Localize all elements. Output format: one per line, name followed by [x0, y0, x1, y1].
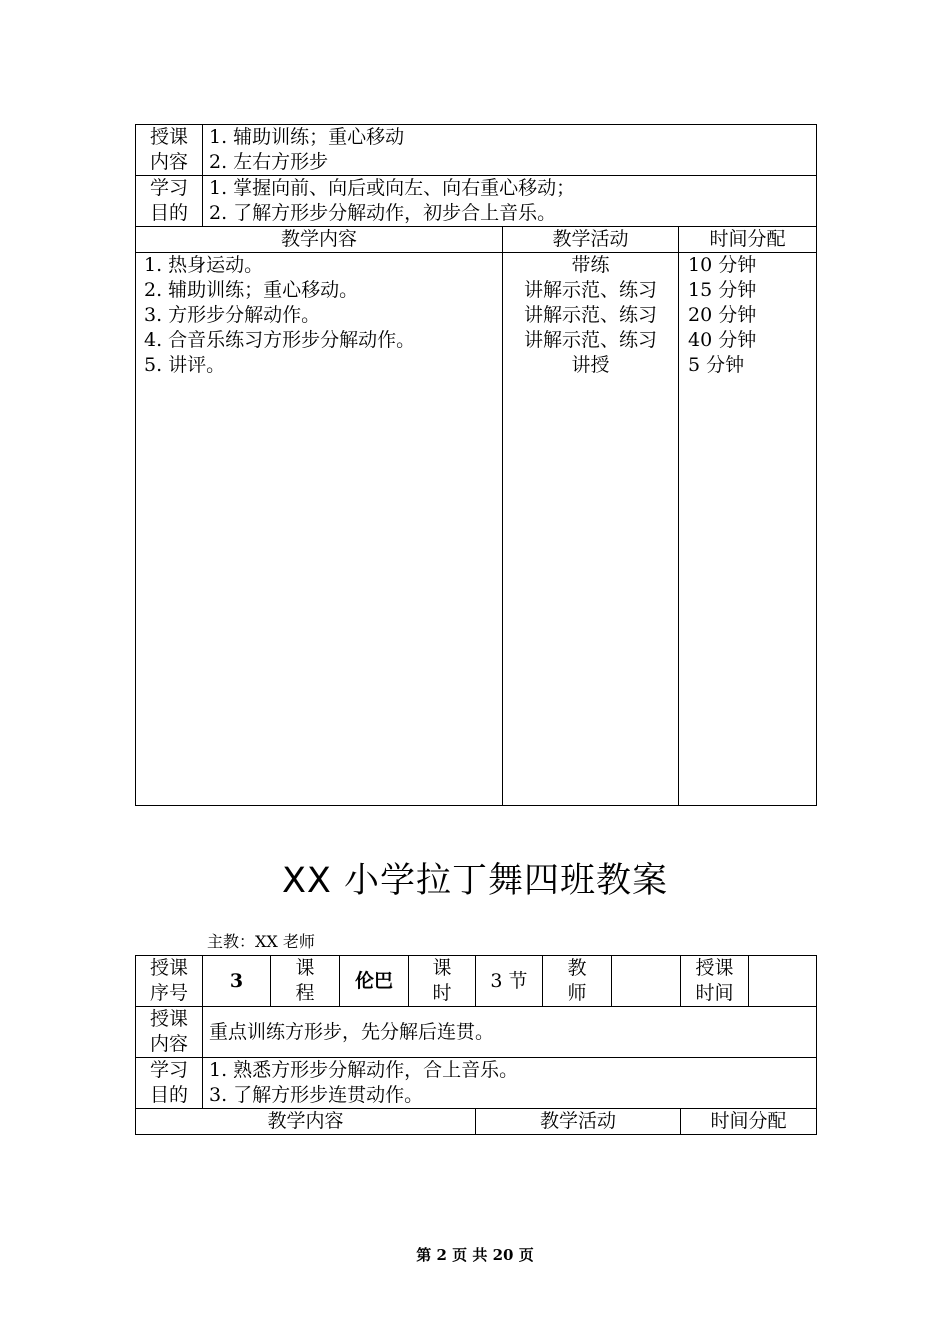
schedule-content: [136, 253, 503, 806]
content-label: 授课 内容: [136, 125, 203, 176]
time-label: 授课 时间: [681, 956, 749, 1007]
info-row: [136, 956, 817, 1007]
goal-row: [136, 1058, 817, 1109]
goal-item: 1. 熟悉方形步分解动作，合上音乐。: [209, 1059, 519, 1081]
lesson-plan-title: XX 小学拉丁舞四班教案: [281, 861, 669, 901]
schedule-row: [136, 253, 817, 806]
header-content: 教学内容: [136, 227, 503, 253]
lesson-plan-table-2: [135, 955, 817, 1135]
header-activity: 教学活动: [503, 227, 679, 253]
header-activity: 教学活动: [476, 1109, 681, 1135]
goal-item: 1. 掌握向前、向后或向左、向右重心移动；: [209, 177, 576, 199]
goal-value: [203, 176, 817, 227]
time-item: 5 分钟: [688, 354, 745, 376]
header-row: [136, 1109, 817, 1135]
header-time: 时间分配: [679, 227, 817, 253]
goal-value: [203, 1058, 817, 1109]
time-item: 40 分钟: [688, 329, 757, 351]
content-row: [136, 125, 817, 176]
course-label: 课 程: [271, 956, 340, 1007]
content-item: 1. 辅助训练；重心移动: [209, 126, 405, 148]
content-item: 2. 左右方形步: [209, 151, 329, 173]
hours-value: 3 节: [476, 956, 543, 1007]
goal-label: 学习 目的: [136, 176, 203, 227]
schedule-item: 5. 讲评。: [144, 354, 226, 376]
teacher-label: 教 师: [543, 956, 612, 1007]
time-item: 20 分钟: [688, 304, 757, 326]
lesson-no-value: 3: [203, 956, 271, 1007]
course-value: 伦巴: [340, 956, 409, 1007]
page-footer: 第 2 页 共 20 页: [416, 1246, 534, 1264]
main-teacher: 主教：XX 老师: [207, 932, 315, 951]
hours-label: 课 时: [409, 956, 476, 1007]
header-row: [136, 227, 817, 253]
content-row: [136, 1007, 817, 1058]
teacher-value: [612, 956, 681, 1007]
content-value: [203, 125, 817, 176]
activity-item: 讲解示范、练习: [523, 329, 657, 351]
header-content: 教学内容: [136, 1109, 476, 1135]
schedule-item: 2. 辅助训练；重心移动。: [144, 279, 359, 301]
schedule-time: [679, 253, 817, 806]
goal-item: 3. 了解方形步连贯动作。: [209, 1084, 424, 1106]
goal-item: 2. 了解方形步分解动作，初步合上音乐。: [209, 202, 557, 224]
goal-label: 学习 目的: [136, 1058, 203, 1109]
header-time: 时间分配: [681, 1109, 817, 1135]
goal-row: [136, 176, 817, 227]
schedule-item: 1. 热身运动。: [144, 254, 264, 276]
lesson-plan-table-1: [135, 124, 817, 806]
schedule-item: 4. 合音乐练习方形步分解动作。: [144, 329, 416, 351]
activity-item: 讲解示范、练习: [523, 279, 657, 301]
time-item: 15 分钟: [688, 279, 757, 301]
activity-item: 带练: [571, 254, 610, 276]
schedule-item: 3. 方形步分解动作。: [144, 304, 321, 326]
time-value: [749, 956, 817, 1007]
activity-item: 讲授: [571, 354, 610, 376]
content-label: 授课 内容: [136, 1007, 203, 1058]
time-item: 10 分钟: [688, 254, 757, 276]
schedule-activity: [503, 253, 679, 806]
content-value: 重点训练方形步，先分解后连贯。: [203, 1007, 817, 1058]
lesson-no-label: 授课 序号: [136, 956, 203, 1007]
activity-item: 讲解示范、练习: [523, 304, 657, 326]
